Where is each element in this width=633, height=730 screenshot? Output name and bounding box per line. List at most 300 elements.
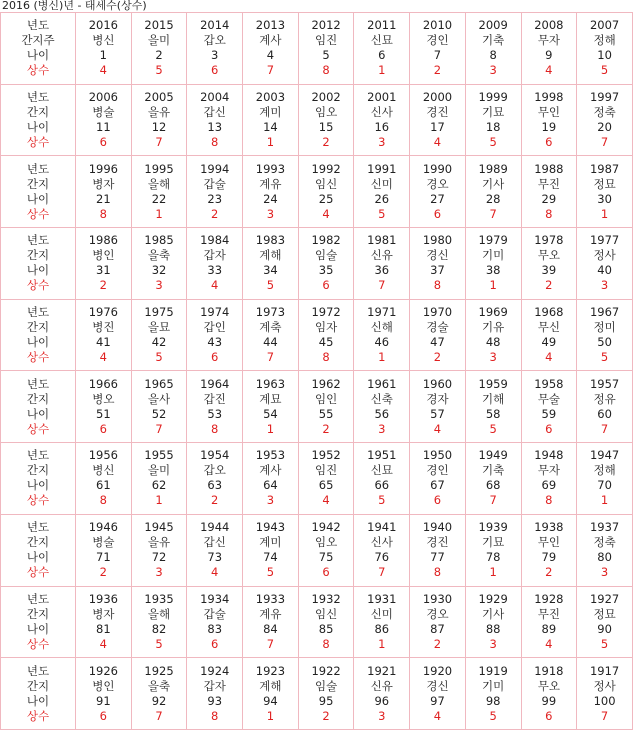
year-value: 1942: [311, 520, 341, 535]
ganji-value: 정사: [593, 678, 616, 693]
sangsu-value: 1: [600, 493, 609, 508]
year-value: 1983: [255, 233, 286, 248]
ganji-value: 정묘: [593, 176, 616, 191]
age-value: 30: [597, 191, 612, 206]
age-value: 91: [96, 693, 111, 708]
row-label-cell: [1, 13, 76, 85]
ganji-label: 간지주: [21, 33, 55, 48]
ganji-value: 무진: [537, 176, 560, 191]
age-label: 나이: [26, 120, 50, 135]
age-value: 48: [485, 335, 501, 350]
age-value: 78: [485, 550, 501, 565]
ganji-value: 계사: [259, 463, 282, 478]
sangsu-value: 2: [322, 135, 330, 150]
table-row: [1, 156, 633, 228]
sangsu-value: 5: [378, 206, 386, 221]
year-value: 1958: [534, 376, 564, 391]
age-value: 13: [207, 120, 223, 135]
age-value: 18: [485, 120, 501, 135]
age-value: 93: [207, 693, 223, 708]
year-cell: [131, 371, 187, 443]
ganji-value: 경인: [426, 33, 449, 48]
ganji-value: 경진: [426, 535, 449, 550]
year-cell: [298, 586, 354, 658]
age-value: 68: [485, 478, 501, 493]
ganji-value: 계축: [259, 320, 282, 335]
ganji-value: 기사: [482, 606, 505, 621]
year-cell: [76, 156, 132, 228]
ganji-value: 임신: [314, 606, 338, 621]
year-value: 2014: [200, 18, 230, 33]
table-row: [1, 13, 633, 85]
ganji-label: 간지: [26, 248, 50, 263]
ganji-value: 정묘: [593, 606, 616, 621]
sangsu-value: 5: [489, 708, 497, 723]
year-value: 1963: [255, 376, 286, 391]
sangsu-value: 6: [99, 135, 107, 150]
sangsu-label: 상수: [26, 636, 50, 651]
year-value: 1934: [200, 591, 230, 606]
sangsu-value: 8: [433, 565, 442, 580]
year-value: 1956: [88, 448, 118, 463]
age-value: 99: [541, 693, 557, 708]
row-label-cell: [1, 586, 76, 658]
year-value: 1977: [589, 233, 620, 248]
year-value: 1974: [200, 305, 230, 320]
age-label: 나이: [26, 550, 50, 565]
age-value: 31: [96, 263, 111, 278]
ganji-value: 임오: [314, 535, 338, 550]
age-value: 79: [541, 550, 557, 565]
year-value: 1932: [311, 591, 341, 606]
ganji-value: 계미: [259, 105, 282, 120]
sangsu-value: 5: [266, 565, 275, 580]
sangsu-value: 7: [378, 278, 386, 293]
ganji-label: 간지: [26, 391, 50, 406]
ganji-value: 갑술: [203, 606, 226, 621]
age-value: 27: [430, 191, 445, 206]
year-value: 1917: [589, 663, 620, 678]
year-value: 1927: [589, 591, 620, 606]
year-value: 1976: [88, 305, 118, 320]
sangsu-label: 상수: [26, 135, 50, 150]
sangsu-value: 6: [322, 565, 330, 580]
year-value: 1918: [534, 663, 564, 678]
row-label-cell: [1, 84, 76, 156]
year-value: 2012: [311, 18, 341, 33]
ganji-value: 계미: [259, 535, 282, 550]
year-cell: [76, 299, 132, 371]
sangsu-value: 2: [433, 350, 442, 365]
year-value: 1975: [144, 305, 174, 320]
sangsu-value: 1: [378, 63, 386, 78]
year-value: 1986: [88, 233, 118, 248]
year-cell: [243, 13, 299, 85]
year-value: 1935: [144, 591, 174, 606]
year-value: 1984: [200, 233, 230, 248]
year-value: 1952: [311, 448, 341, 463]
age-value: 7: [433, 48, 442, 63]
year-value: 1923: [255, 663, 286, 678]
ganji-value: 경오: [426, 176, 449, 191]
age-value: 16: [374, 120, 390, 135]
year-cell: [521, 13, 577, 85]
age-value: 82: [151, 621, 167, 636]
year-value: 1946: [88, 520, 118, 535]
ganji-value: 기축: [482, 33, 505, 48]
year-value: 1920: [422, 663, 453, 678]
year-value: 1982: [311, 233, 341, 248]
sangsu-label: 상수: [26, 350, 50, 365]
ganji-value: 을미: [147, 33, 171, 48]
year-cell: [187, 443, 243, 515]
year-value: 1931: [367, 591, 397, 606]
year-cell: [577, 514, 633, 586]
ganji-value: 병술: [92, 105, 115, 120]
age-value: 57: [430, 406, 445, 421]
sangsu-value: 3: [266, 493, 275, 508]
age-value: 22: [151, 191, 167, 206]
year-label: 년도: [26, 663, 50, 678]
year-cell: [465, 371, 521, 443]
age-value: 92: [151, 693, 167, 708]
sangsu-value: 2: [99, 278, 107, 293]
age-value: 10: [597, 48, 612, 63]
age-label: 나이: [26, 191, 50, 206]
sangsu-value: 7: [489, 493, 497, 508]
sangsu-value: 8: [211, 708, 219, 723]
ganji-value: 갑술: [203, 176, 226, 191]
sangsu-value: 3: [489, 636, 497, 651]
year-cell: [521, 658, 577, 730]
ganji-value: 계묘: [259, 391, 282, 406]
ganji-value: 을축: [147, 248, 171, 263]
row-label-cell: [1, 371, 76, 443]
ganji-value: 병자: [92, 176, 115, 191]
sangsu-label: 상수: [26, 421, 50, 436]
year-cell: [131, 586, 187, 658]
ganji-value: 경신: [426, 678, 449, 693]
age-value: 23: [207, 191, 223, 206]
sangsu-value: 1: [378, 350, 386, 365]
year-cell: [521, 156, 577, 228]
ganji-value: 무자: [537, 463, 560, 478]
sangsu-value: 2: [433, 63, 442, 78]
sangsu-value: 5: [378, 493, 386, 508]
row-label-cell: [1, 156, 76, 228]
year-value: 1925: [144, 663, 174, 678]
year-cell: [76, 514, 132, 586]
year-cell: [465, 443, 521, 515]
year-value: 1943: [255, 520, 286, 535]
age-value: 32: [151, 263, 167, 278]
year-value: 1972: [311, 305, 341, 320]
year-cell: [187, 156, 243, 228]
sangsu-value: 4: [322, 493, 330, 508]
sangsu-value: 4: [99, 350, 107, 365]
ganji-value: 신축: [370, 391, 393, 406]
sangsu-value: 6: [322, 278, 330, 293]
sangsu-value: 6: [545, 708, 553, 723]
sangsu-value: 4: [433, 135, 442, 150]
sangsu-value: 7: [378, 565, 386, 580]
ganji-value: 병신: [92, 463, 115, 478]
year-value: 1967: [589, 305, 620, 320]
year-value: 1961: [367, 376, 397, 391]
ganji-value: 계해: [259, 248, 282, 263]
ganji-value: 을유: [147, 105, 171, 120]
sangsu-value: 4: [433, 421, 442, 436]
year-cell: [298, 299, 354, 371]
age-value: 62: [151, 478, 167, 493]
ganji-value: 계해: [259, 678, 282, 693]
age-value: 88: [485, 621, 501, 636]
ganji-value: 갑신: [203, 105, 226, 120]
age-label: 나이: [26, 621, 50, 636]
year-cell: [187, 514, 243, 586]
year-value: 1962: [311, 376, 341, 391]
year-cell: [187, 228, 243, 300]
age-value: 19: [541, 120, 557, 135]
age-value: 4: [266, 48, 275, 63]
year-value: 1940: [422, 520, 453, 535]
year-cell: [410, 84, 466, 156]
ganji-value: 기해: [482, 391, 505, 406]
sangsu-value: 3: [378, 708, 386, 723]
ganji-label: 간지: [26, 678, 50, 693]
year-value: 1999: [478, 90, 508, 105]
ganji-label: 간지: [26, 176, 50, 191]
year-cell: [76, 371, 132, 443]
sangsu-value: 7: [155, 708, 163, 723]
year-value: 1991: [367, 161, 397, 176]
ganji-value: 을사: [147, 391, 171, 406]
year-cell: [243, 586, 299, 658]
year-value: 2001: [367, 90, 397, 105]
year-cell: [243, 228, 299, 300]
sangsu-value: 8: [545, 493, 553, 508]
year-cell: [521, 228, 577, 300]
age-value: 36: [374, 263, 390, 278]
row-label-cell: [1, 514, 76, 586]
ganji-value: 무오: [537, 248, 560, 263]
year-label: 년도: [26, 376, 50, 391]
year-value: 2005: [144, 90, 174, 105]
year-cell: [465, 658, 521, 730]
age-value: 24: [263, 191, 278, 206]
age-value: 20: [597, 120, 612, 135]
year-value: 1954: [200, 448, 230, 463]
year-cell: [298, 13, 354, 85]
year-value: 2002: [311, 90, 341, 105]
sangsu-label: 상수: [26, 206, 50, 221]
age-value: 14: [263, 120, 278, 135]
year-cell: [76, 84, 132, 156]
year-value: 2006: [88, 90, 118, 105]
year-value: 1939: [478, 520, 508, 535]
sangsu-value: 5: [155, 63, 163, 78]
age-value: 84: [263, 621, 278, 636]
year-value: 1919: [478, 663, 508, 678]
ganji-value: 정유: [593, 391, 616, 406]
year-cell: [354, 514, 410, 586]
age-value: 26: [374, 191, 390, 206]
age-value: 2: [155, 48, 163, 63]
year-value: 1981: [367, 233, 397, 248]
sangsu-value: 5: [600, 63, 609, 78]
ganji-value: 임술: [314, 678, 338, 693]
year-cell: [577, 443, 633, 515]
ganji-value: 갑진: [203, 391, 226, 406]
year-value: 1973: [255, 305, 286, 320]
sangsu-value: 5: [489, 135, 497, 150]
age-value: 73: [207, 550, 223, 565]
year-value: 1996: [88, 161, 118, 176]
year-value: 1979: [478, 233, 508, 248]
year-cell: [465, 13, 521, 85]
ganji-value: 무오: [537, 678, 560, 693]
sangsu-label: 상수: [26, 63, 50, 78]
year-value: 2009: [478, 18, 508, 33]
age-label: 나이: [26, 48, 50, 63]
year-value: 2010: [422, 18, 453, 33]
sangsu-value: 7: [489, 206, 497, 221]
sangsu-value: 7: [600, 135, 609, 150]
sangsu-value: 6: [99, 421, 107, 436]
sangsu-value: 8: [322, 636, 330, 651]
year-value: 1957: [589, 376, 620, 391]
year-value: 1933: [255, 591, 286, 606]
sangsu-value: 8: [211, 421, 219, 436]
age-value: 35: [318, 263, 334, 278]
sangsu-value: 8: [99, 206, 107, 221]
ganji-value: 기묘: [482, 105, 505, 120]
age-value: 83: [207, 621, 223, 636]
age-value: 52: [151, 406, 167, 421]
page-title: 2016 (병신)년 - 태세수(상수): [2, 0, 147, 12]
ganji-value: 계유: [259, 176, 282, 191]
sangsu-value: 1: [600, 206, 609, 221]
table-row: [1, 443, 633, 515]
year-value: 1995: [144, 161, 174, 176]
age-value: 70: [597, 478, 612, 493]
year-value: 1992: [311, 161, 341, 176]
ganji-value: 병진: [92, 320, 115, 335]
table-row: [1, 84, 633, 156]
sangsu-value: 3: [600, 278, 609, 293]
ganji-value: 무인: [537, 535, 560, 550]
year-cell: [521, 443, 577, 515]
ganji-value: 갑인: [203, 320, 226, 335]
sangsu-label: 상수: [26, 708, 50, 723]
ganji-value: 경자: [426, 391, 449, 406]
sangsu-value: 1: [378, 636, 386, 651]
year-cell: [243, 299, 299, 371]
age-value: 46: [374, 335, 390, 350]
sangsu-value: 3: [600, 565, 609, 580]
year-value: 1949: [478, 448, 508, 463]
age-value: 39: [541, 263, 557, 278]
ganji-value: 신유: [370, 248, 393, 263]
sangsu-value: 1: [266, 135, 275, 150]
year-cell: [577, 228, 633, 300]
age-value: 95: [318, 693, 334, 708]
age-value: 5: [322, 48, 330, 63]
year-cell: [577, 299, 633, 371]
year-value: 1953: [255, 448, 286, 463]
sangsu-value: 8: [322, 350, 330, 365]
year-value: 1960: [422, 376, 453, 391]
ganji-value: 임신: [314, 176, 338, 191]
year-cell: [243, 658, 299, 730]
year-cell: [298, 84, 354, 156]
age-value: 59: [541, 406, 557, 421]
ganji-value: 신묘: [370, 463, 393, 478]
year-value: 1922: [311, 663, 341, 678]
year-cell: [410, 443, 466, 515]
age-value: 80: [597, 550, 612, 565]
row-label-cell: [1, 658, 76, 730]
year-value: 1929: [478, 591, 508, 606]
ganji-value: 신유: [370, 678, 393, 693]
age-value: 34: [263, 263, 278, 278]
year-cell: [187, 371, 243, 443]
sangsu-value: 2: [545, 565, 553, 580]
sangsu-value: 8: [545, 206, 553, 221]
age-value: 12: [151, 120, 167, 135]
age-value: 55: [318, 406, 334, 421]
ganji-value: 무술: [537, 391, 560, 406]
year-cell: [131, 658, 187, 730]
age-value: 58: [485, 406, 501, 421]
age-value: 94: [263, 693, 278, 708]
sangsu-value: 5: [266, 278, 275, 293]
year-cell: [354, 658, 410, 730]
table-row: [1, 299, 633, 371]
year-value: 1930: [422, 591, 453, 606]
ganji-value: 병신: [92, 33, 115, 48]
year-value: 1980: [422, 233, 453, 248]
year-cell: [577, 13, 633, 85]
sangsu-value: 6: [545, 421, 553, 436]
year-cell: [410, 586, 466, 658]
ganji-value: 을묘: [147, 320, 171, 335]
year-label: 년도: [26, 90, 50, 105]
age-value: 45: [318, 335, 334, 350]
ganji-value: 을유: [147, 535, 171, 550]
ganji-label: 간지: [26, 606, 50, 621]
ganji-value: 정축: [593, 105, 616, 120]
year-cell: [410, 228, 466, 300]
sangsu-value: 7: [155, 421, 163, 436]
age-value: 50: [597, 335, 612, 350]
row-label-cell: [1, 228, 76, 300]
ganji-value: 정축: [593, 535, 616, 550]
sangsu-value: 1: [489, 565, 497, 580]
sangsu-value: 3: [266, 206, 275, 221]
year-value: 1944: [200, 520, 230, 535]
year-cell: [354, 299, 410, 371]
sangsu-value: 4: [211, 278, 219, 293]
ganji-value: 계유: [259, 606, 282, 621]
year-value: 1924: [200, 663, 230, 678]
ganji-value: 정미: [593, 320, 616, 335]
sangsu-value: 1: [489, 278, 497, 293]
ganji-value: 경인: [426, 463, 449, 478]
year-cell: [465, 514, 521, 586]
age-value: 87: [430, 621, 445, 636]
year-value: 1964: [200, 376, 230, 391]
